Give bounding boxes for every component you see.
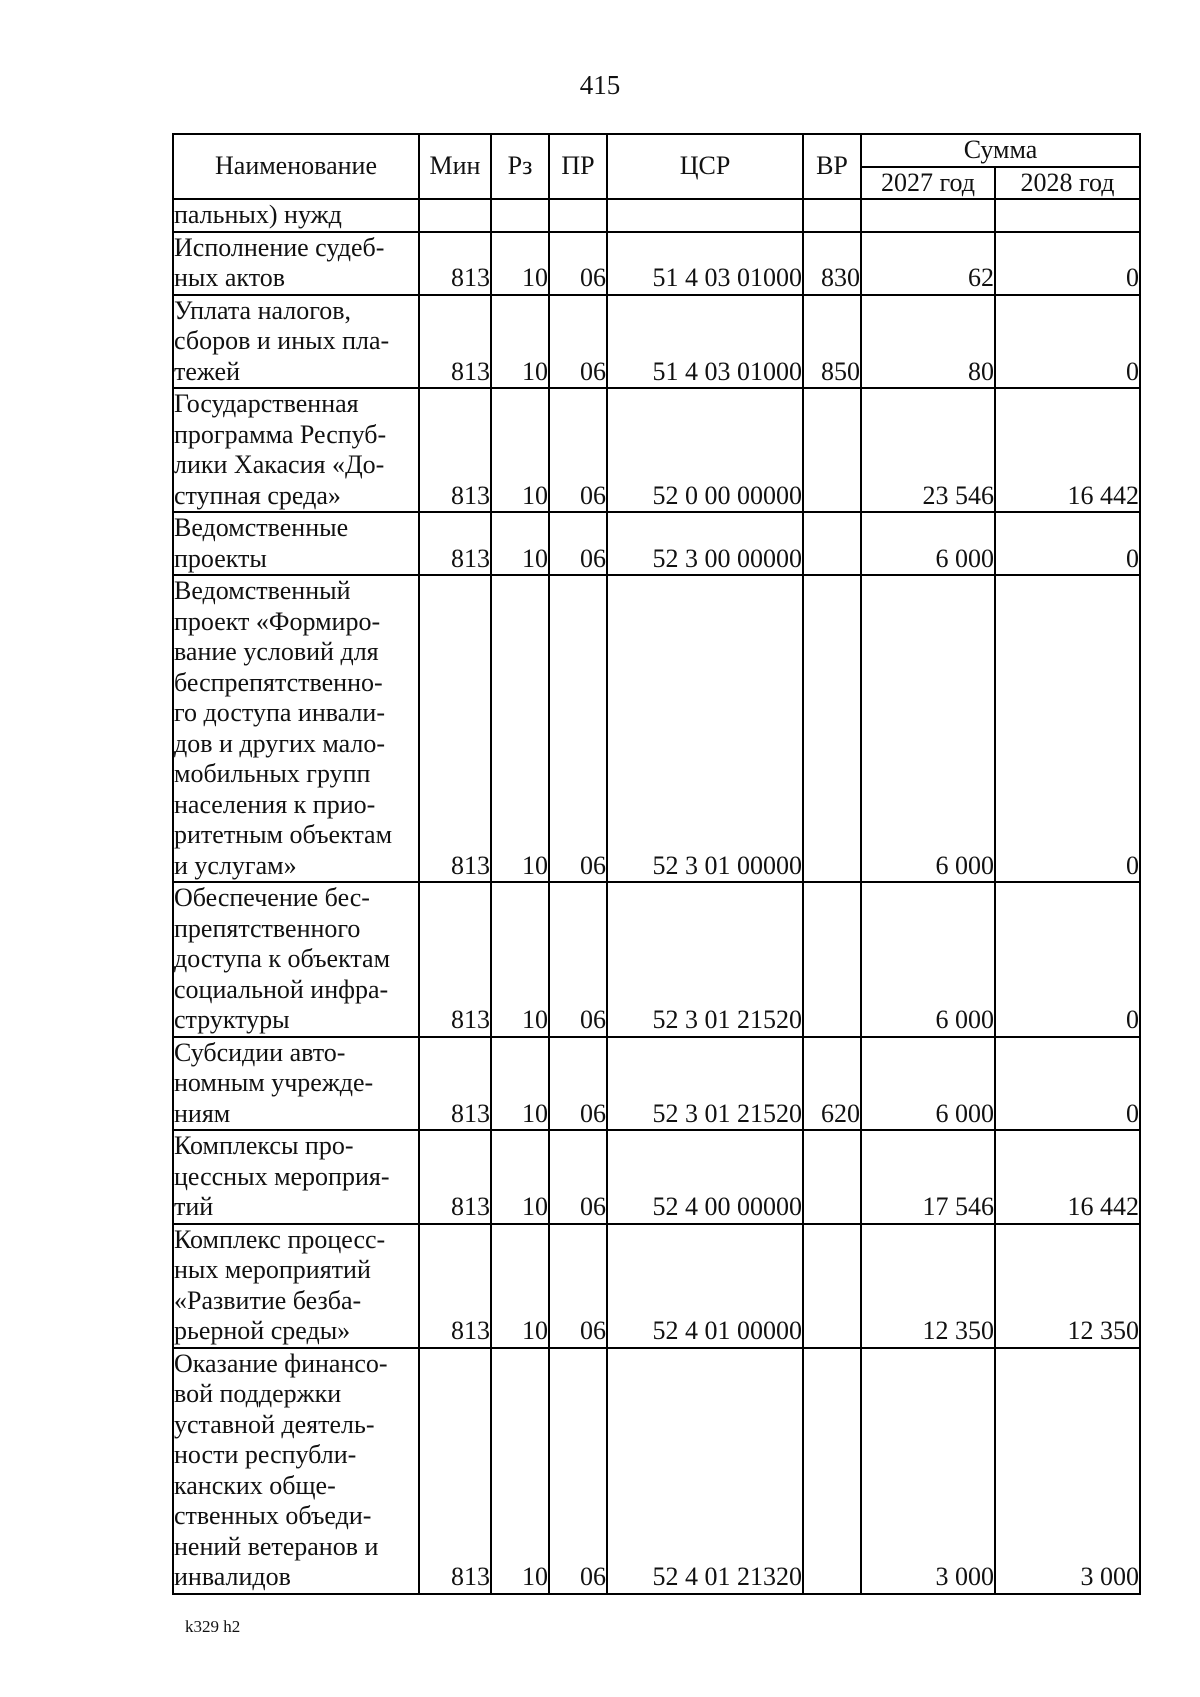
row-pr xyxy=(549,199,607,232)
row-sum-2028: 0 xyxy=(995,575,1140,882)
row-sum-2028: 0 xyxy=(995,512,1140,575)
row-min: 813 xyxy=(419,1224,491,1348)
header-pr: ПР xyxy=(549,134,607,199)
row-min: 813 xyxy=(419,1348,491,1594)
row-vr: 620 xyxy=(803,1037,861,1131)
row-min: 813 xyxy=(419,1130,491,1224)
row-vr xyxy=(803,1130,861,1224)
table-row xyxy=(173,1130,1140,1224)
table-row xyxy=(173,232,1140,295)
row-sum-2027: 3 000 xyxy=(861,1348,995,1594)
row-pr: 06 xyxy=(549,1348,607,1594)
header-row xyxy=(173,134,1140,167)
header-year-2028: 2028 год xyxy=(995,167,1140,200)
table-row xyxy=(173,575,1140,882)
row-rz: 10 xyxy=(491,1037,549,1131)
row-sum-2027: 6 000 xyxy=(861,575,995,882)
table-row xyxy=(173,882,1140,1037)
row-vr: 830 xyxy=(803,232,861,295)
row-name: Исполнение судеб- ных актов xyxy=(173,232,419,295)
row-rz: 10 xyxy=(491,575,549,882)
row-pr: 06 xyxy=(549,388,607,512)
header-sum: Сумма xyxy=(861,134,1140,167)
row-min xyxy=(419,199,491,232)
row-name: Комплекс процесс- ных мероприятий «Развитие безба- рьерной среды» xyxy=(173,1224,419,1348)
row-vr xyxy=(803,512,861,575)
row-vr xyxy=(803,388,861,512)
table-row xyxy=(173,1348,1140,1594)
row-vr xyxy=(803,199,861,232)
row-name: Ведомственные проекты xyxy=(173,512,419,575)
row-vr xyxy=(803,1224,861,1348)
table-row xyxy=(173,295,1140,389)
row-vr xyxy=(803,1348,861,1594)
row-sum-2028: 0 xyxy=(995,295,1140,389)
row-vr xyxy=(803,575,861,882)
row-sum-2028 xyxy=(995,199,1140,232)
header-year-2027: 2027 год xyxy=(861,167,995,200)
row-csr: 52 3 00 00000 xyxy=(607,512,803,575)
row-rz: 10 xyxy=(491,1130,549,1224)
row-min: 813 xyxy=(419,575,491,882)
row-sum-2027: 12 350 xyxy=(861,1224,995,1348)
row-name: Комплексы про- цессных мероприя- тий xyxy=(173,1130,419,1224)
row-vr xyxy=(803,882,861,1037)
row-sum-2027 xyxy=(861,199,995,232)
table-row xyxy=(173,388,1140,512)
row-rz: 10 xyxy=(491,1348,549,1594)
row-rz: 10 xyxy=(491,882,549,1037)
table-row xyxy=(173,1037,1140,1131)
row-rz: 10 xyxy=(491,512,549,575)
row-pr: 06 xyxy=(549,512,607,575)
row-pr: 06 xyxy=(549,1037,607,1131)
row-name: Субсидии авто- номным учрежде- ниям xyxy=(173,1037,419,1131)
row-sum-2027: 80 xyxy=(861,295,995,389)
row-csr: 52 3 01 21520 xyxy=(607,882,803,1037)
table-row xyxy=(173,512,1140,575)
header-name: Наименование xyxy=(173,134,419,199)
row-name: Государственная программа Респуб- лики Хакасия «До- ступная среда» xyxy=(173,388,419,512)
header-vr: ВР xyxy=(803,134,861,199)
row-sum-2027: 62 xyxy=(861,232,995,295)
row-sum-2028: 0 xyxy=(995,232,1140,295)
row-csr: 52 3 01 21520 xyxy=(607,1037,803,1131)
header-csr: ЦСР xyxy=(607,134,803,199)
row-rz: 10 xyxy=(491,295,549,389)
row-sum-2028: 16 442 xyxy=(995,388,1140,512)
row-sum-2028: 0 xyxy=(995,1037,1140,1131)
row-rz: 10 xyxy=(491,388,549,512)
row-csr: 52 4 01 21320 xyxy=(607,1348,803,1594)
row-sum-2027: 6 000 xyxy=(861,1037,995,1131)
row-sum-2028: 16 442 xyxy=(995,1130,1140,1224)
row-sum-2027: 6 000 xyxy=(861,882,995,1037)
row-pr: 06 xyxy=(549,295,607,389)
row-min: 813 xyxy=(419,1037,491,1131)
row-csr xyxy=(607,199,803,232)
row-vr: 850 xyxy=(803,295,861,389)
row-csr: 51 4 03 01000 xyxy=(607,232,803,295)
row-min: 813 xyxy=(419,388,491,512)
table-row xyxy=(173,1224,1140,1348)
row-sum-2028: 12 350 xyxy=(995,1224,1140,1348)
row-min: 813 xyxy=(419,295,491,389)
row-pr: 06 xyxy=(549,882,607,1037)
table-row xyxy=(173,199,1140,232)
row-name: Уплата налогов, сборов и иных пла- тежей xyxy=(173,295,419,389)
row-rz xyxy=(491,199,549,232)
row-pr: 06 xyxy=(549,1130,607,1224)
row-sum-2027: 6 000 xyxy=(861,512,995,575)
page-number: 415 xyxy=(579,70,621,100)
row-csr: 52 4 01 00000 xyxy=(607,1224,803,1348)
row-csr: 51 4 03 01000 xyxy=(607,295,803,389)
row-sum-2028: 0 xyxy=(995,882,1140,1037)
header-rz: Рз xyxy=(491,134,549,199)
row-pr: 06 xyxy=(549,575,607,882)
row-csr: 52 4 00 00000 xyxy=(607,1130,803,1224)
footer-code: k329 h2 xyxy=(185,1617,241,1636)
row-min: 813 xyxy=(419,232,491,295)
header-min: Мин xyxy=(419,134,491,199)
row-csr: 52 3 01 00000 xyxy=(607,575,803,882)
table-body xyxy=(173,199,1140,1594)
row-name: пальных) нужд xyxy=(173,199,419,232)
row-pr: 06 xyxy=(549,1224,607,1348)
budget-table xyxy=(172,133,1141,1595)
row-name: Ведомственный проект «Формиро- вание условий для беспрепятственно- го доступа инвали- дов и других мало- мобильных групп населения к прио- ритетным объектам и услугам» xyxy=(173,575,419,882)
row-rz: 10 xyxy=(491,232,549,295)
row-min: 813 xyxy=(419,512,491,575)
row-rz: 10 xyxy=(491,1224,549,1348)
row-sum-2027: 23 546 xyxy=(861,388,995,512)
row-csr: 52 0 00 00000 xyxy=(607,388,803,512)
row-sum-2028: 3 000 xyxy=(995,1348,1140,1594)
row-name: Обеспечение бес- препятственного доступа к объектам социальной инфра- структуры xyxy=(173,882,419,1037)
row-min: 813 xyxy=(419,882,491,1037)
row-name: Оказание финансо- вой поддержки уставной деятель- ности республи- канских обще- ственных объеди- нений ветеранов и инвалидов xyxy=(173,1348,419,1594)
row-sum-2027: 17 546 xyxy=(861,1130,995,1224)
row-pr: 06 xyxy=(549,232,607,295)
